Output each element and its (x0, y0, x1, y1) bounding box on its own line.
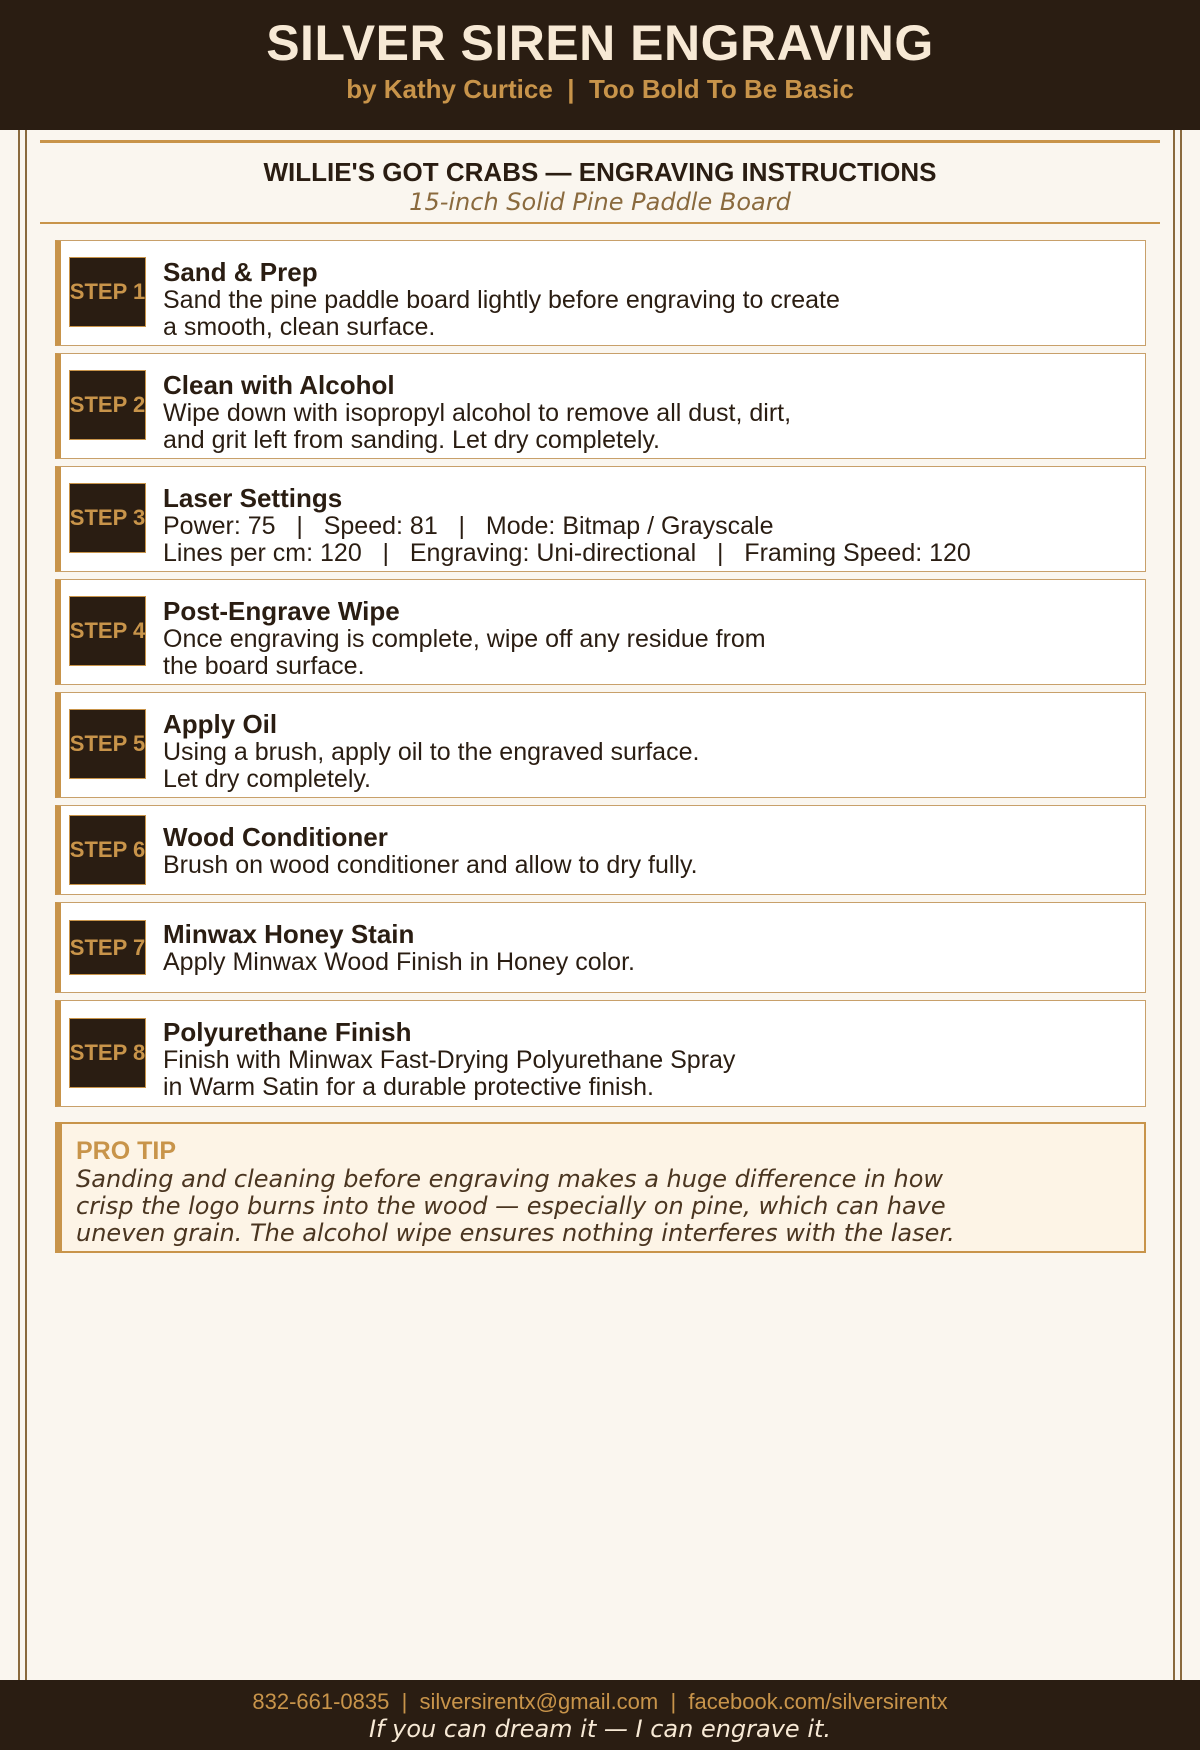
frame-border-right-inner (1173, 130, 1175, 1680)
step-title: Post-Engrave Wipe (163, 596, 400, 626)
step-title: Laser Settings (163, 483, 343, 513)
step-content (163, 919, 1135, 976)
step-card-3 (55, 466, 1146, 572)
step-card-5 (55, 692, 1146, 798)
step-badge-label: STEP 4 (69, 618, 146, 643)
step-content (163, 1017, 1135, 1101)
page-header (0, 0, 1200, 130)
pro-tip-text-line: uneven grain. The alcohol wipe ensures nothing interferes with the laser. (76, 1219, 955, 1247)
step-content (163, 370, 1135, 454)
frame-border-left-outer (18, 130, 20, 1680)
step-card-4 (55, 579, 1146, 685)
laser-settings-line: Power: 75 | Speed: 81 | Mode: Bitmap / Grayscale (163, 512, 774, 540)
step-badge-label: STEP 6 (69, 837, 146, 862)
step-text-line: in Warm Satin for a durable protective finish. (163, 1073, 654, 1101)
step-badge-2 (69, 370, 146, 440)
step-title: Sand & Prep (163, 257, 318, 287)
step-badge-6 (69, 815, 146, 885)
step-badge-8 (69, 1018, 146, 1088)
frame-border-right-outer (1180, 130, 1182, 1680)
step-badge-label: STEP 3 (69, 505, 146, 530)
step-text-line: Finish with Minwax Fast-Drying Polyurethane Spray (163, 1046, 736, 1074)
frame-border-left-inner (25, 130, 27, 1680)
footer-slogan: If you can dream it — I can engrave it. (368, 1715, 832, 1743)
step-badge-4 (69, 596, 146, 666)
step-text-line: Brush on wood conditioner and allow to dry fully. (163, 851, 698, 879)
brand-name: SILVER SIREN ENGRAVING (266, 15, 934, 71)
step-text-line: Using a brush, apply oil to the engraved surface. (163, 738, 700, 766)
step-badge-label: STEP 1 (69, 279, 146, 304)
laser-settings-line: Lines per cm: 120 | Engraving: Uni-directional | Framing Speed: 120 (163, 539, 971, 567)
step-title: Apply Oil (163, 709, 278, 739)
document-title-block (40, 140, 1160, 224)
step-card-2 (55, 353, 1146, 459)
step-badge-label: STEP 2 (69, 392, 146, 417)
step-text-line: a smooth, clean surface. (163, 313, 436, 341)
step-text-line: and grit left from sanding. Let dry completely. (163, 426, 660, 454)
step-title: Clean with Alcohol (163, 370, 395, 400)
page-subtitle: 15-inch Solid Pine Paddle Board (409, 188, 791, 216)
pro-tip-label: PRO TIP (76, 1137, 177, 1165)
step-content (163, 596, 1135, 680)
pro-tip-text-line: Sanding and cleaning before engraving makes a huge difference in how (76, 1165, 944, 1193)
step-badge-label: STEP 7 (69, 934, 146, 960)
step-card-7 (55, 902, 1146, 993)
pro-tip-text-line: crisp the logo burns into the wood — especially on pine, which can have (76, 1192, 946, 1220)
step-title: Minwax Honey Stain (163, 919, 415, 949)
step-badge-1 (69, 257, 146, 327)
step-content (163, 257, 1135, 341)
step-badge-3 (69, 483, 146, 553)
step-badge-7 (69, 920, 146, 975)
step-card-6 (55, 805, 1146, 895)
step-title: Polyurethane Finish (163, 1017, 412, 1047)
step-title: Wood Conditioner (163, 822, 388, 852)
step-badge-5 (69, 709, 146, 779)
contact-info: 832-661-0835 | silversirentx@gmail.com | facebook.com/silversirentx (252, 1689, 948, 1714)
step-badge-label: STEP 5 (69, 731, 146, 756)
step-card-8 (55, 1000, 1146, 1107)
step-text-line: Apply Minwax Wood Finish in Honey color. (163, 948, 635, 976)
step-card-1 (55, 240, 1146, 346)
step-text-line: Once engraving is complete, wipe off any residue from (163, 625, 766, 653)
pro-tip-box (55, 1122, 1146, 1253)
step-content (163, 822, 1135, 879)
brand-tagline: by Kathy Curtice | Too Bold To Be Basic (346, 74, 854, 104)
step-badge-label: STEP 8 (69, 1040, 146, 1065)
page-footer (0, 1680, 1200, 1750)
page-title: WILLIE'S GOT CRABS — ENGRAVING INSTRUCTIONS (263, 157, 937, 187)
step-text-line: the board surface. (163, 652, 365, 680)
step-text-line: Let dry completely. (163, 765, 371, 793)
step-text-line: Wipe down with isopropyl alcohol to remove all dust, dirt, (163, 399, 792, 427)
step-content (163, 483, 1135, 567)
step-text-line: Sand the pine paddle board lightly before engraving to create (163, 286, 840, 314)
step-content (163, 709, 1135, 793)
